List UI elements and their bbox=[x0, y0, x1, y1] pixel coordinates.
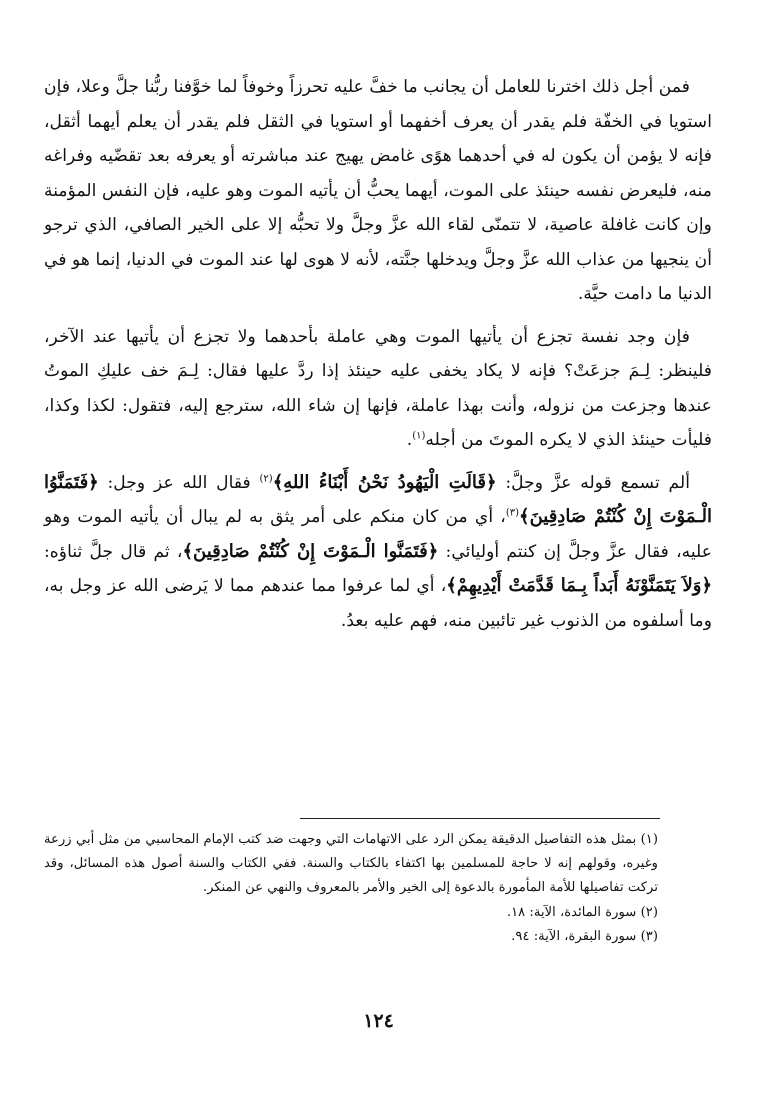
footnote-3: (٣) سورة البقرة، الآية: ٩٤. bbox=[511, 928, 658, 944]
quran-verse-1: ﴿قَالَتِ الْيَهُودُ نَحْنُ أَبْنَاءُ اللهِ﴾ bbox=[272, 471, 497, 493]
page-number: ١٢٤ bbox=[363, 1010, 394, 1032]
footnote-divider bbox=[300, 818, 660, 819]
paragraph-3-b: فقال الله عز وجل: bbox=[107, 472, 251, 493]
paragraph-2-text: فإن وجد نفسة تجزع أن يأتيها الموت وهي عاملة بأحدهما ولا تجزع أن يأتيها عند الآخر، فلينظر: لِـمَ جزعَتْ؟ فإنه لا يكاد يخفى عليه حينئذ إذا ردَّ عليها فقال: لِـمَ خف عليكِ الموتُ عندها وجزعت من نزوله، وأنت بهذا عاملة، فإنها إن شاء الله، سترجع إليه، فتقول: لكذا وكذا، فليأت حينئذ الذي لا يكره الموتَ من أجله bbox=[44, 326, 712, 450]
quran-verse-2: ﴿فَتَمَنَّوُا الْـمَوْتَ إِنْ كُنْتُمْ صَادِقِينَ﴾ bbox=[44, 471, 712, 527]
footnote-ref-1: (١) bbox=[412, 430, 426, 442]
quran-verse-4: ﴿وَلاَ يَتَمَنَّوْنَهُ أَبَداً بِـمَا قَدَّمَتْ أَيْدِيهِمْ﴾ bbox=[446, 575, 712, 596]
quran-verse-3: ﴿فَتَمَنَّوا الْـمَوْتَ إِنْ كُنْتُمْ صَادِقِينَ﴾ bbox=[182, 540, 439, 562]
footnotes bbox=[44, 828, 658, 949]
paragraph-3-d: ، ثم قال جلَّ ثناؤه: bbox=[44, 541, 183, 562]
paragraph-2-end: . bbox=[406, 430, 413, 450]
paragraph-3 bbox=[44, 466, 712, 639]
main-text bbox=[44, 70, 712, 646]
footnote-2: (٢) سورة المائدة، الآية: ١٨. bbox=[506, 904, 658, 920]
footnote-1: (١) بمثل هذه التفاصيل الدقيقة يمكن الرد على الاتهامات التي وجهت ضد كتب الإمام المحاسبي من مثل أبي زرعة وغيره، وقولهم إنه لا حاجة للمسلمين بها اكتفاء بالكتاب والسنة. ففي الكتاب والسنة أصول هذه المسائل، وقد تركت تفاصيلها للأمة المأمورة بالدعوة إلى الخير والأمر بالمعروف والنهي عن المنكر. bbox=[44, 832, 658, 896]
footnote-ref-3: (٣) bbox=[505, 507, 520, 519]
paragraph-2 bbox=[44, 320, 712, 458]
paragraph-3-c: ، أي من كان منكم على أمر يثق به لم يبال أن يأتيه الموت وهو عليه، فقال عزَّ وجلَّ إن كنتم أوليائي: bbox=[44, 507, 712, 562]
footnote-ref-2: (٢) bbox=[259, 472, 273, 484]
paragraph-3-e: ، أي لما عرفوا مما عندهم مما لا يَرضى الله عز وجل به، وما أسلفوه من الذنوب غير تائبين منه، فهم عليه بعدُ. bbox=[44, 576, 712, 631]
paragraph-3-intro: ألم تسمع قوله عزَّ وجلَّ: bbox=[505, 472, 690, 493]
paragraph-1: فمن أجل ذلك اخترنا للعامل أن يجانب ما خفَّ عليه تحرزاً وخوفاً لما خوَّفنا ربُّنا جلَّ وعلا، فإن استويا في الخفّة فلم يقدر أن يعرف أخفهما أو استويا في الثقل فلم يقدر أن يعلم أيهما أثقل، فإنه لا يؤمن أن يكون له في أحدهما هوًى غامض يهيج عند مباشرته أو يعرفه بعد تقضّيه وفراغه منه، فليعرض نفسه حينئذ على الموت، أيهما يحبُّ أن يأتيه الموت وهو عليه، فإن النفس المؤمنة وإن كانت غافلة عاصية، لا تتمنّى لقاء الله عزَّ وجلَّ ولا تحبُّه إلا على الخير الصافي، الذي ترجو أن ينجيها من عذاب الله عزَّ وجلَّ ويدخلها جنَّته، لأنه لا هوى لها عند الموت في الدنيا، إنما هو في الدنيا ما دامت حيَّة. bbox=[44, 77, 712, 304]
